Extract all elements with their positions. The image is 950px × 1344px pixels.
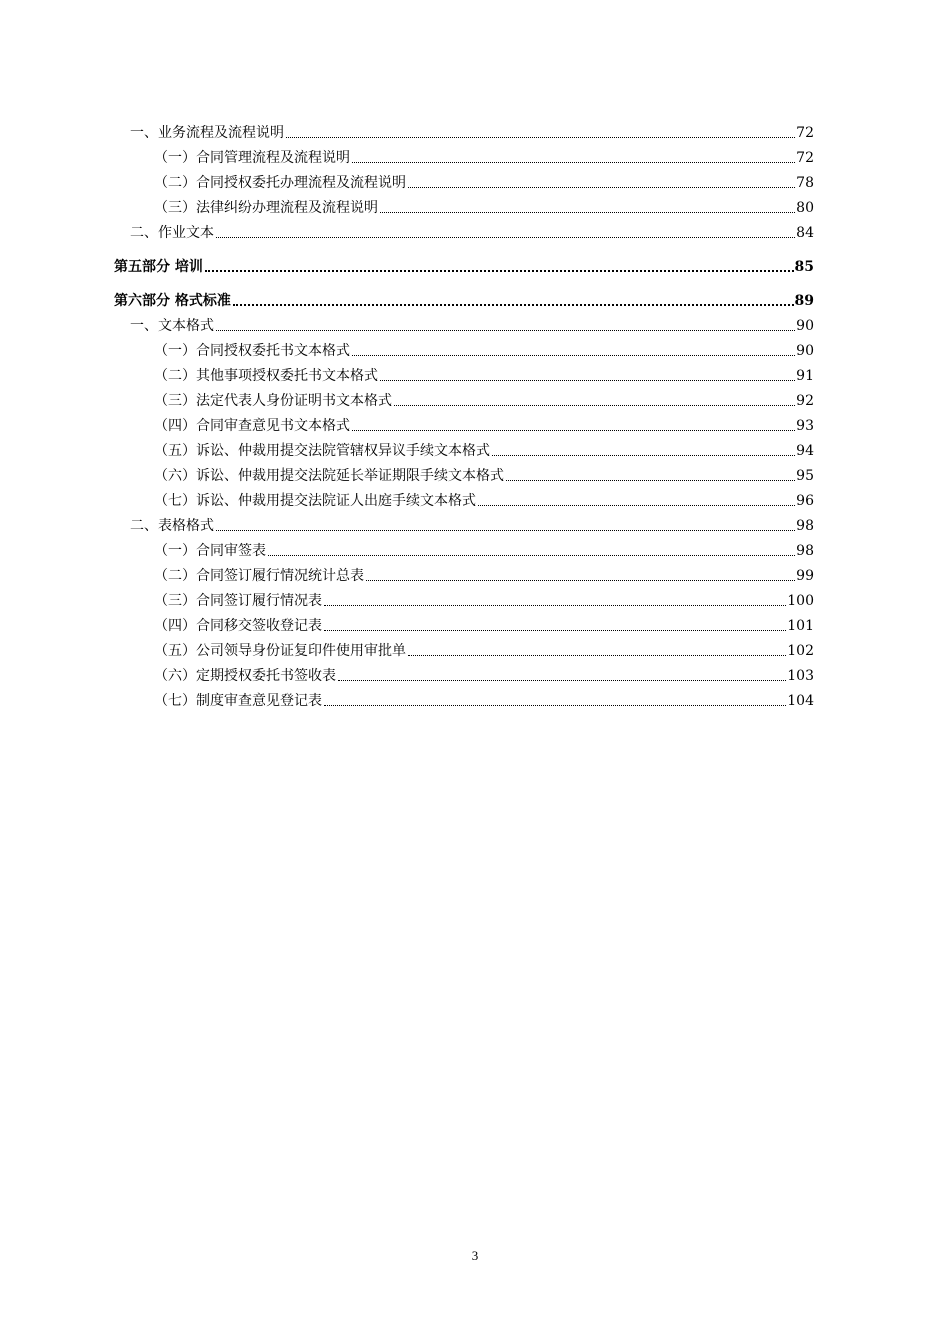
toc-leader [324, 630, 786, 631]
toc-leader [366, 580, 795, 581]
toc-entry[interactable] [114, 585, 814, 610]
toc-entry-label: （二）合同授权委托办理流程及流程说明 [154, 175, 406, 191]
toc-leader [352, 355, 795, 356]
toc-leader [408, 187, 795, 188]
toc-leader [478, 505, 795, 506]
toc-entry-label: （一）合同管理流程及流程说明 [154, 150, 350, 166]
toc-entry-label: 一、业务流程及流程说明 [130, 125, 284, 141]
toc-entry-page: 78 [796, 175, 814, 191]
toc-part-entry[interactable] [114, 276, 814, 310]
toc-entry[interactable] [114, 460, 814, 485]
toc-entry-page: 95 [796, 468, 814, 484]
toc-leader [380, 212, 795, 213]
toc-leader [324, 605, 786, 606]
toc-entry[interactable] [114, 310, 814, 335]
toc-entry-page: 80 [796, 200, 814, 216]
toc-part-entry[interactable] [114, 242, 814, 276]
toc-entry[interactable] [114, 360, 814, 385]
toc-leader [352, 430, 795, 431]
toc-entry[interactable] [114, 167, 814, 192]
toc-entry-label: （六）定期授权委托书签收表 [154, 668, 336, 684]
toc-entry-page: 98 [796, 518, 814, 534]
toc-entry-label: （四）合同审查意见书文本格式 [154, 418, 350, 434]
toc-leader [286, 137, 795, 138]
toc-entry-page: 90 [796, 343, 814, 359]
toc-entry[interactable] [114, 485, 814, 510]
toc-entry[interactable] [114, 117, 814, 142]
toc-entry-label: （五）诉讼、仲裁用提交法院管辖权异议手续文本格式 [154, 443, 490, 459]
toc-entry-page: 102 [787, 643, 814, 659]
toc-entry[interactable] [114, 635, 814, 660]
toc-entry-page: 100 [787, 593, 814, 609]
toc-entry-label: （三）合同签订履行情况表 [154, 593, 322, 609]
toc-entry-label: （七）诉讼、仲裁用提交法院证人出庭手续文本格式 [154, 493, 476, 509]
toc-leader [216, 237, 795, 238]
toc-entry[interactable] [114, 142, 814, 167]
toc-entry[interactable] [114, 535, 814, 560]
toc-entry-label: （七）制度审查意见登记表 [154, 693, 322, 709]
toc-leader [216, 530, 795, 531]
toc-leader [506, 480, 795, 481]
toc-entry-page: 98 [796, 543, 814, 559]
toc-part-page: 89 [794, 293, 814, 309]
toc-leader [408, 655, 786, 656]
toc-entry-label: （一）合同审签表 [154, 543, 266, 559]
toc-entry-label: （一）合同授权委托书文本格式 [154, 343, 350, 359]
toc-entry[interactable] [114, 385, 814, 410]
page-number: 3 [471, 1248, 479, 1263]
toc-entry-label: 二、表格格式 [130, 518, 214, 534]
toc-part-label: 第六部分 格式标准 [114, 293, 231, 309]
toc-leader [394, 405, 795, 406]
toc-entry[interactable] [114, 335, 814, 360]
toc-leader [216, 330, 795, 331]
toc-entry-label: 一、文本格式 [130, 318, 214, 334]
toc-entry[interactable] [114, 435, 814, 460]
toc-entry-label: （五）公司领导身份证复印件使用审批单 [154, 643, 406, 659]
table-of-contents [114, 117, 814, 710]
toc-entry[interactable] [114, 192, 814, 217]
toc-entry[interactable] [114, 217, 814, 242]
toc-entry-page: 101 [787, 618, 814, 634]
toc-entry-label: （三）法定代表人身份证明书文本格式 [154, 393, 392, 409]
toc-entry-label: 二、作业文本 [130, 225, 214, 241]
toc-part-page: 85 [794, 259, 814, 275]
toc-entry[interactable] [114, 560, 814, 585]
toc-entry-label: （六）诉讼、仲裁用提交法院延长举证期限手续文本格式 [154, 468, 504, 484]
toc-leader [233, 304, 794, 306]
toc-entry-page: 96 [796, 493, 814, 509]
toc-entry[interactable] [114, 410, 814, 435]
toc-entry-label: （二）其他事项授权委托书文本格式 [154, 368, 378, 384]
toc-entry-page: 93 [796, 418, 814, 434]
toc-entry-label: （三）法律纠纷办理流程及流程说明 [154, 200, 378, 216]
toc-leader [268, 555, 795, 556]
toc-entry[interactable] [114, 685, 814, 710]
toc-leader [352, 162, 795, 163]
toc-leader [338, 680, 786, 681]
toc-entry[interactable] [114, 660, 814, 685]
toc-leader [324, 705, 786, 706]
toc-entry-page: 92 [796, 393, 814, 409]
toc-entry-page: 99 [796, 568, 814, 584]
toc-entry[interactable] [114, 510, 814, 535]
toc-leader [380, 380, 795, 381]
toc-entry-page: 94 [796, 443, 814, 459]
toc-entry-label: （四）合同移交签收登记表 [154, 618, 322, 634]
toc-leader [205, 270, 794, 272]
toc-entry-page: 91 [796, 368, 814, 384]
toc-entry-page: 72 [796, 125, 814, 141]
toc-leader [492, 455, 795, 456]
toc-entry-page: 84 [796, 225, 814, 241]
toc-entry-page: 90 [796, 318, 814, 334]
toc-entry-page: 104 [787, 693, 814, 709]
toc-entry[interactable] [114, 610, 814, 635]
toc-entry-page: 72 [796, 150, 814, 166]
toc-entry-label: （二）合同签订履行情况统计总表 [154, 568, 364, 584]
toc-entry-page: 103 [787, 668, 814, 684]
toc-part-label: 第五部分 培训 [114, 259, 203, 275]
